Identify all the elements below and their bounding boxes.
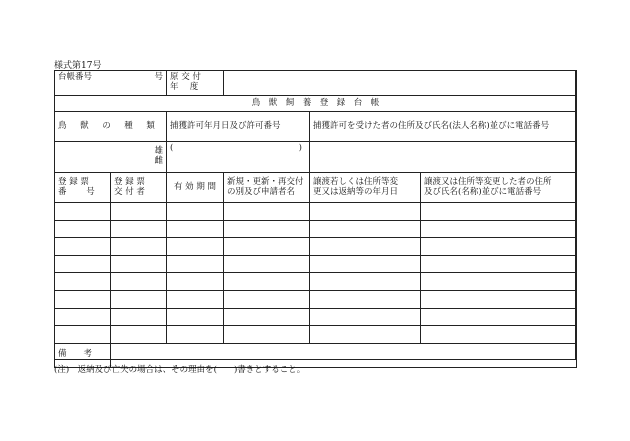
ledger-entry-row <box>55 290 577 308</box>
original-issue-label <box>167 71 224 96</box>
ledger-entry-cell[interactable] <box>167 203 224 221</box>
ledger-entry-row <box>55 273 577 291</box>
ledger-entry-cell[interactable] <box>224 238 310 256</box>
ledger-number-label: 台帳番号 <box>58 72 93 82</box>
ledger-number-cell[interactable] <box>55 71 167 96</box>
paren-open: ( <box>170 143 174 153</box>
ledger-entry-cell[interactable] <box>421 273 577 291</box>
ledger-entry-cell[interactable] <box>55 203 111 221</box>
ledger-entry-row <box>55 220 577 238</box>
ledger-entry-cell[interactable] <box>224 255 310 273</box>
col-reg-number-line1: 登 録 票 <box>58 176 89 187</box>
ledger-entry-cell[interactable] <box>55 255 111 273</box>
sex-male: 雄 <box>154 146 163 157</box>
ledger-entry-cell[interactable] <box>55 326 111 344</box>
ledger-entry-cell[interactable] <box>310 255 421 273</box>
ledger-entry-cell[interactable] <box>111 255 167 273</box>
ledger-entry-cell[interactable] <box>55 238 111 256</box>
col-transferee <box>421 173 577 203</box>
ledger-entry-cell[interactable] <box>421 220 577 238</box>
ledger-entry-cell[interactable] <box>310 203 421 221</box>
ledger-entry-cell[interactable] <box>421 238 577 256</box>
ledger-entry-cell[interactable] <box>55 308 111 326</box>
ledger-number-suffix: 号 <box>154 72 163 82</box>
col-validity: 有 効 期 間 <box>167 173 224 203</box>
col-transferee-line2: 及び氏名(名称)並びに電話番号 <box>424 186 542 197</box>
ledger-entry-row <box>55 255 577 273</box>
col-transfer-date-line1: 譲渡若しくは住所等変 <box>313 176 399 187</box>
ledger-entry-cell[interactable] <box>224 290 310 308</box>
column-header-row <box>55 173 577 203</box>
ledger-entry-cell[interactable] <box>224 308 310 326</box>
ledger-entry-cell[interactable] <box>167 290 224 308</box>
ledger-entry-cell[interactable] <box>111 203 167 221</box>
ledger-entry-row <box>55 308 577 326</box>
col-issuer-line2: 交 付 者 <box>114 186 145 197</box>
permittee-value[interactable] <box>310 142 577 173</box>
permit-label: 捕獲許可年月日及び許可番号 <box>167 112 310 142</box>
ledger-entry-cell[interactable] <box>310 290 421 308</box>
species-label: 鳥 獣 の 種 類 <box>55 112 167 142</box>
title-row <box>55 96 577 112</box>
col-transferee-line1: 譲渡又は住所等変更した者の住所 <box>424 176 552 187</box>
ledger-entry-cell[interactable] <box>111 238 167 256</box>
col-reg-number-line2: 番 号 <box>58 186 95 197</box>
ledger-entry-cell[interactable] <box>224 326 310 344</box>
ledger-entry-cell[interactable] <box>111 308 167 326</box>
form-number: 様式第17号 <box>54 61 102 71</box>
ledger-entry-cell[interactable] <box>111 290 167 308</box>
ledger-title: 鳥 獣 飼 養 登 録 台 帳 <box>55 96 577 112</box>
ledger-entry-cell[interactable] <box>310 273 421 291</box>
ledger-entry-cell[interactable] <box>310 308 421 326</box>
ledger-entry-cell[interactable] <box>421 308 577 326</box>
sex-female: 雌 <box>154 156 163 166</box>
ledger-entry-cell[interactable] <box>111 273 167 291</box>
ledger-entry-cell[interactable] <box>310 326 421 344</box>
ledger-entry-cell[interactable] <box>167 238 224 256</box>
original-issue-label-line2: 年 度 <box>170 81 199 92</box>
permit-value[interactable] <box>167 142 310 173</box>
footnote: (注) 返納及び亡失の場合は、その理由を( )書きとすること。 <box>54 365 306 375</box>
ledger-entry-cell[interactable] <box>421 326 577 344</box>
ledger-entry-cell[interactable] <box>55 290 111 308</box>
ledger-entry-cell[interactable] <box>167 220 224 238</box>
ledger-entry-cell[interactable] <box>167 326 224 344</box>
ledger-entry-cell[interactable] <box>224 273 310 291</box>
permittee-label: 捕獲許可を受けた者の住所及び氏名(法人名称)並びに電話番号 <box>310 112 577 142</box>
ledger-entry-row <box>55 203 577 221</box>
header-row <box>55 71 577 96</box>
ledger-entry-cell[interactable] <box>224 203 310 221</box>
col-issuer-line1: 登 録 票 <box>114 176 145 187</box>
species-value-row <box>55 142 577 173</box>
ledger-entry-cell[interactable] <box>111 326 167 344</box>
ledger-entry-row <box>55 326 577 344</box>
col-renewal-line1: 新規・更新・再交付 <box>227 176 304 187</box>
ledger-entry-cell[interactable] <box>167 308 224 326</box>
ledger-entry-cell[interactable] <box>55 220 111 238</box>
ledger-entry-cell[interactable] <box>310 220 421 238</box>
ledger-entry-cell[interactable] <box>55 273 111 291</box>
ledger-entry-cell[interactable] <box>167 273 224 291</box>
ledger-entry-cell[interactable] <box>421 290 577 308</box>
ledger-entry-cell[interactable] <box>167 255 224 273</box>
ledger-entry-cell[interactable] <box>111 220 167 238</box>
ledger-entry-cell[interactable] <box>310 238 421 256</box>
ledger-entry-cell[interactable] <box>421 203 577 221</box>
species-header-row <box>55 112 577 142</box>
original-issue-label-line1: 原 交 付 <box>170 72 201 82</box>
ledger-entry-cell[interactable] <box>421 255 577 273</box>
col-renewal-line2: の別及び申請者名 <box>227 186 296 197</box>
col-transfer-date-line2: 更又は返納等の年月日 <box>313 186 399 197</box>
ledger-entry-row <box>55 238 577 256</box>
col-reg-number <box>55 173 111 203</box>
ledger-entry-cell[interactable] <box>224 220 310 238</box>
col-renewal <box>224 173 310 203</box>
remarks-label: 備 考 <box>55 343 111 367</box>
ledger-form <box>54 70 576 360</box>
col-issuer <box>111 173 167 203</box>
col-transfer-date <box>310 173 421 203</box>
sex-cell[interactable] <box>55 142 167 173</box>
original-issue-value[interactable] <box>224 71 577 96</box>
paren-close: ) <box>298 143 302 153</box>
